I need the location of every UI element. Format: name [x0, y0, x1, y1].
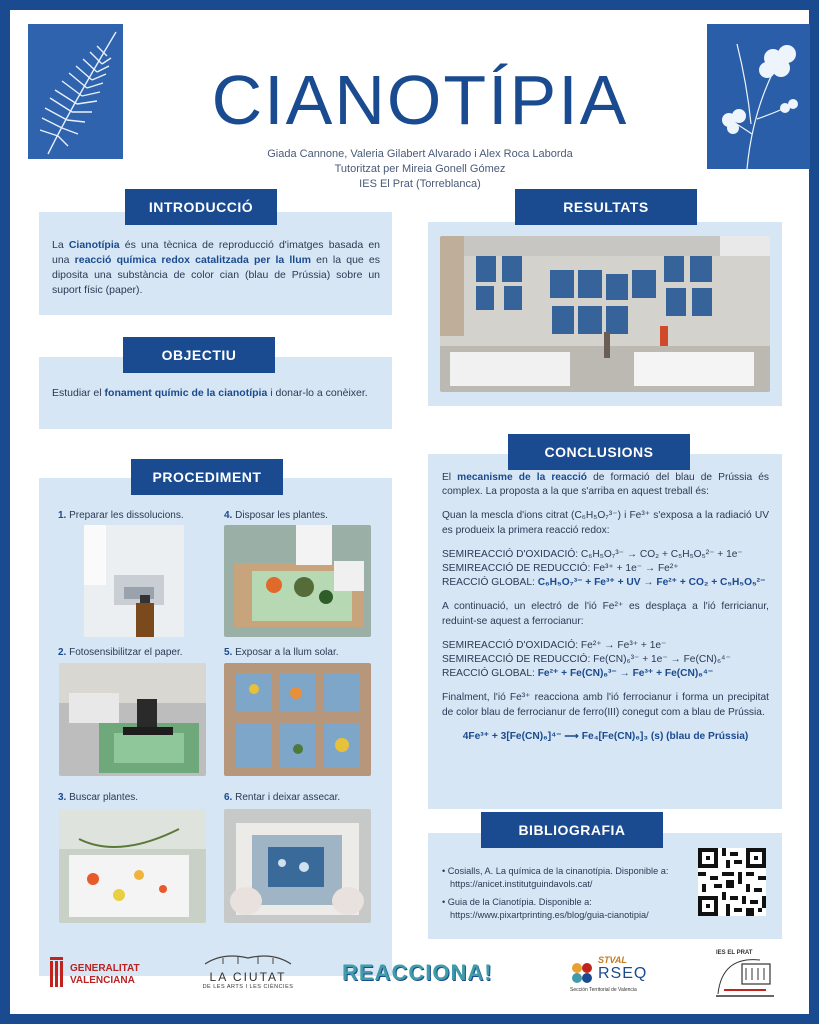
reaction1-oxidation: SEMIREACCIÓ D'OXIDACIÓ: C₆H₅O₇³⁻ → CO₂ + C₅H₅O₅²⁻ + 1e⁻ [442, 548, 743, 560]
rseq-text-3: Sección Territorial de Valencia [570, 987, 637, 993]
step-2-label: 2. Fotosensibilitzar el paper. [58, 647, 183, 658]
bibliography-list [442, 865, 687, 921]
rseq-text-1: STVAL [598, 955, 627, 965]
objective-text: Estudiar el fonament químic de la cianotípia i donar-lo a conèixer. [52, 387, 368, 399]
step-1-image [84, 525, 184, 637]
generalitat-text-1: GENERALITAT [70, 963, 140, 974]
generalitat-logo [48, 955, 168, 995]
rseq-text-2: RSEQ [598, 965, 648, 982]
ies-el-prat-logo [712, 950, 778, 1002]
results-image [440, 236, 770, 392]
authors-line: Giada Cannone, Valeria Gilabert Alvarado i Alex Roca Laborda [267, 148, 573, 160]
ciutat-text-1: LA CIUTAT [209, 970, 287, 984]
step-4-image [224, 525, 371, 637]
step-1-label: 1. Preparar les dissolucions. [58, 510, 184, 521]
intro-text: La Cianotípia és una tècnica de reproducció d'imatges basada en una reacció química redox catalitzada per la llum en la que es diposita una substància de color cian (blau de Prússia) sobre un suport físic (paper). [52, 239, 381, 296]
conclusions-p1: El mecanisme de la reacció de formació del blau de Prússia és complex. La proposta a la que s'arriba en aquest treball és: [442, 472, 769, 498]
flower-cyanotype-image [707, 24, 810, 169]
step-5-label: 5. Exposar a la llum solar. [224, 647, 339, 658]
generalitat-text-2: VALENCIANA [70, 975, 135, 986]
conclusions-p2: Quan la mescla d'ions citrat (C₆H₅O₇³⁻) i Fe³⁺ s'exposa a la radiació UV es produeix la primera reacció redox: [442, 510, 769, 536]
tutor-line: Tutoritzat per Mireia Gonell Gómez [334, 163, 506, 175]
bibliography-item: • Guia de la Cianotípia. Disponible a: https://www.pixartprinting.es/blog/guia-cianotipia/ [442, 897, 649, 920]
poster-title: CIANOTÍPIA [211, 61, 629, 139]
step-6-image [224, 809, 371, 923]
reaction1-reduction: SEMIREACCIÓ DE REDUCCIÓ: Fe³⁺ + 1e⁻ → Fe²⁺ [442, 563, 679, 575]
reaction2-reduction: SEMIREACCIÓ DE REDUCCIÓ: Fe(CN)₆³⁻ + 1e⁻ → Fe(CN)₆⁴⁻ [442, 654, 731, 666]
conclusions-p4: Finalment, l'ió Fe³⁺ reacciona amb l'ió ferrocianur i forma un precipitat de color blau de ferrocianur de ferro(III) conegut com a blau de Prússia. [442, 692, 769, 718]
reaction1-global: REACCIÓ GLOBAL: C₆H₅O₇³⁻ + Fe³⁺ + UV → Fe²⁺ + CO₂ + C₅H₅O₅²⁻ [442, 577, 766, 589]
ies-el-prat-text: IES EL PRAT [716, 950, 753, 956]
bibliography-item: • Cosialls, A. La química de la cinanotípia. Disponible a: https://anicet.institutguindavols.cat/ [442, 866, 669, 889]
objective-heading: OBJECTIU [123, 337, 275, 373]
rseq-logo [570, 955, 680, 995]
step-3-label: 3. Buscar plantes. [58, 792, 139, 803]
school-line: IES El Prat (Torreblanca) [359, 178, 481, 190]
intro-heading: INTRODUCCIÓ [125, 189, 277, 225]
conclusions-text [442, 471, 769, 744]
step-3-image [59, 809, 206, 923]
poster [10, 10, 809, 1014]
final-equation: 4Fe³⁺ + 3[Fe(CN)₆]⁴⁻ ⟶ Fe₄[Fe(CN)₆]₃ (s) (blau de Prússia) [462, 730, 749, 742]
ciutat-arts-logo [198, 952, 298, 992]
conclusions-heading: CONCLUSIONS [508, 434, 690, 470]
procedure-heading: PROCEDIMENT [131, 459, 283, 495]
reaction2-global: REACCIÓ GLOBAL: Fe²⁺ + Fe(CN)₆³⁻ → Fe³⁺ + Fe(CN)₆⁴⁻ [442, 668, 714, 680]
step-2-image [59, 663, 206, 776]
results-heading: RESULTATS [515, 189, 697, 225]
step-5-image [224, 663, 371, 776]
step-6-label: 6. Rentar i deixar assecar. [224, 792, 341, 803]
step-4-label: 4. Disposar les plantes. [224, 510, 328, 521]
reaction2-oxidation: SEMIREACCIÓ D'OXIDACIÓ: Fe²⁺ → Fe³⁺ + 1e⁻ [442, 639, 667, 651]
ciutat-text-2: DE LES ARTS I LES CIÈNCIES [202, 984, 294, 990]
bibliography-heading: BIBLIOGRAFIA [481, 812, 663, 848]
authors-block [210, 147, 630, 192]
fern-cyanotype-image [28, 24, 123, 159]
qr-code [698, 848, 766, 916]
reacciona-logo: REACCIONA! [342, 960, 493, 985]
conclusions-p3: A continuació, un electró de l'ió Fe²⁺ es desplaça a l'ió ferricianur, reduint-se aquest a ferrocianur: [442, 601, 769, 627]
